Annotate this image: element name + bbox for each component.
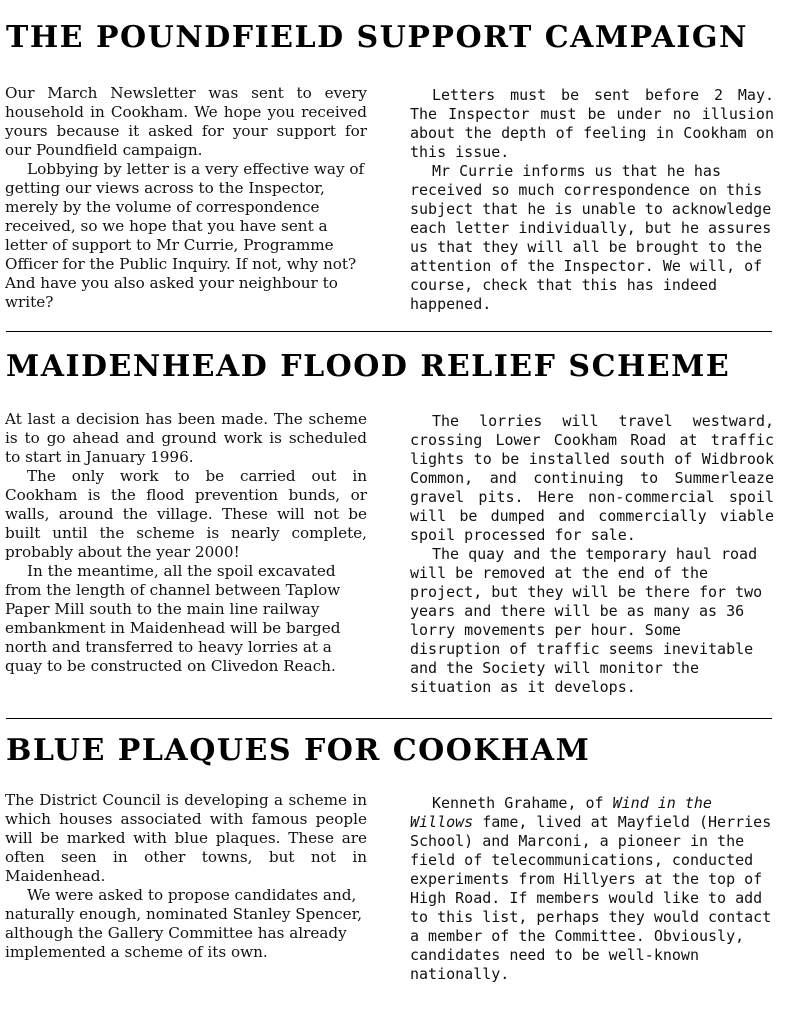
- poundfield-left-column: [5, 84, 367, 312]
- section-divider: [6, 331, 772, 332]
- section-heading-blue-plaques: BLUE PLAQUES FOR COOKHAM: [6, 733, 591, 768]
- text-run: fame, lived at Mayfield (Herries School) and Marconi, a pioneer in the field of telecommunications, conducted experiments from Hillyers at the top of High Road. If members would like to add to this list, perhaps they would contact a member of the Committee. Obviously, candidates need to be well-known nationally.: [410, 813, 772, 983]
- paragraph: The only work to be carried out in Cookham is the flood prevention bunds, or walls, around the village. These will not be built until the scheme is nearly complete, probably about the year 2000!: [5, 467, 367, 561]
- paragraph: [410, 794, 774, 984]
- paragraph: The quay and the temporary haul road will be removed at the end of the project, but they will be there for two years and there will be as many as 36 lorry movements per hour. Some disruption of traffic seems inevitable and the Society will monitor the situation as it develops.: [410, 545, 763, 696]
- paragraph: The District Council is developing a scheme in which houses associated with famous people will be marked with blue plaques. These are often seen in other towns, but not in Maidenhead.: [5, 791, 367, 885]
- paragraph: Letters must be sent before 2 May. The Inspector must be under no illusion about the depth of feeling in Cookham on this issue.: [410, 86, 774, 161]
- section-heading-poundfield: THE POUNDFIELD SUPPORT CAMPAIGN: [6, 20, 748, 55]
- plaques-left-column: [5, 791, 367, 962]
- section-heading-flood-relief: MAIDENHEAD FLOOD RELIEF SCHEME: [6, 349, 731, 384]
- paragraph: We were asked to propose candidates and, naturally enough, nominated Stanley Spencer, although the Gallery Committee has already implemented a scheme of its own.: [5, 886, 363, 961]
- text-run: Kenneth Grahame, of: [432, 794, 613, 812]
- paragraph: Our March Newsletter was sent to every household in Cookham. We hope you received yours because it asked for your support for our Poundfield campaign.: [5, 84, 367, 159]
- plaques-right-column: [410, 794, 774, 984]
- section-divider: [6, 718, 772, 719]
- paragraph: At last a decision has been made. The scheme is to go ahead and ground work is scheduled to start in January 1996.: [5, 410, 367, 466]
- paragraph: The lorries will travel westward, crossing Lower Cookham Road at traffic lights to be installed south of Widbrook Common, and continuing to Summerleaze gravel pits. Here non-commercial spoil will be dumped and commercially viable spoil processed for sale.: [410, 412, 774, 544]
- poundfield-right-column: [410, 86, 774, 314]
- book-title: Wind in the Willows: [410, 794, 712, 831]
- paragraph: Lobbying by letter is a very effective way of getting our views across to the Inspector, merely by the volume of correspondence received, so we hope that you have sent a letter of support to Mr Currie, Programme Officer for the Public Inquiry. If not, why not? And have you also asked your neighbour to write?: [5, 160, 365, 311]
- flood-left-column: [5, 410, 367, 676]
- paragraph: In the meantime, all the spoil excavated from the length of channel between Taplow Paper Mill south to the main line railway embankment in Maidenhead will be barged north and transferred to heavy lorries at a quay to be constructed on Clivedon Reach.: [5, 562, 341, 675]
- paragraph: Mr Currie informs us that he has received so much correspondence on this subject that he is unable to acknowledge each letter individually, but he assures us that they will all be brought to the attention of the Inspector. We will, of course, check that this has indeed happened.: [410, 162, 772, 313]
- flood-right-column: [410, 412, 774, 697]
